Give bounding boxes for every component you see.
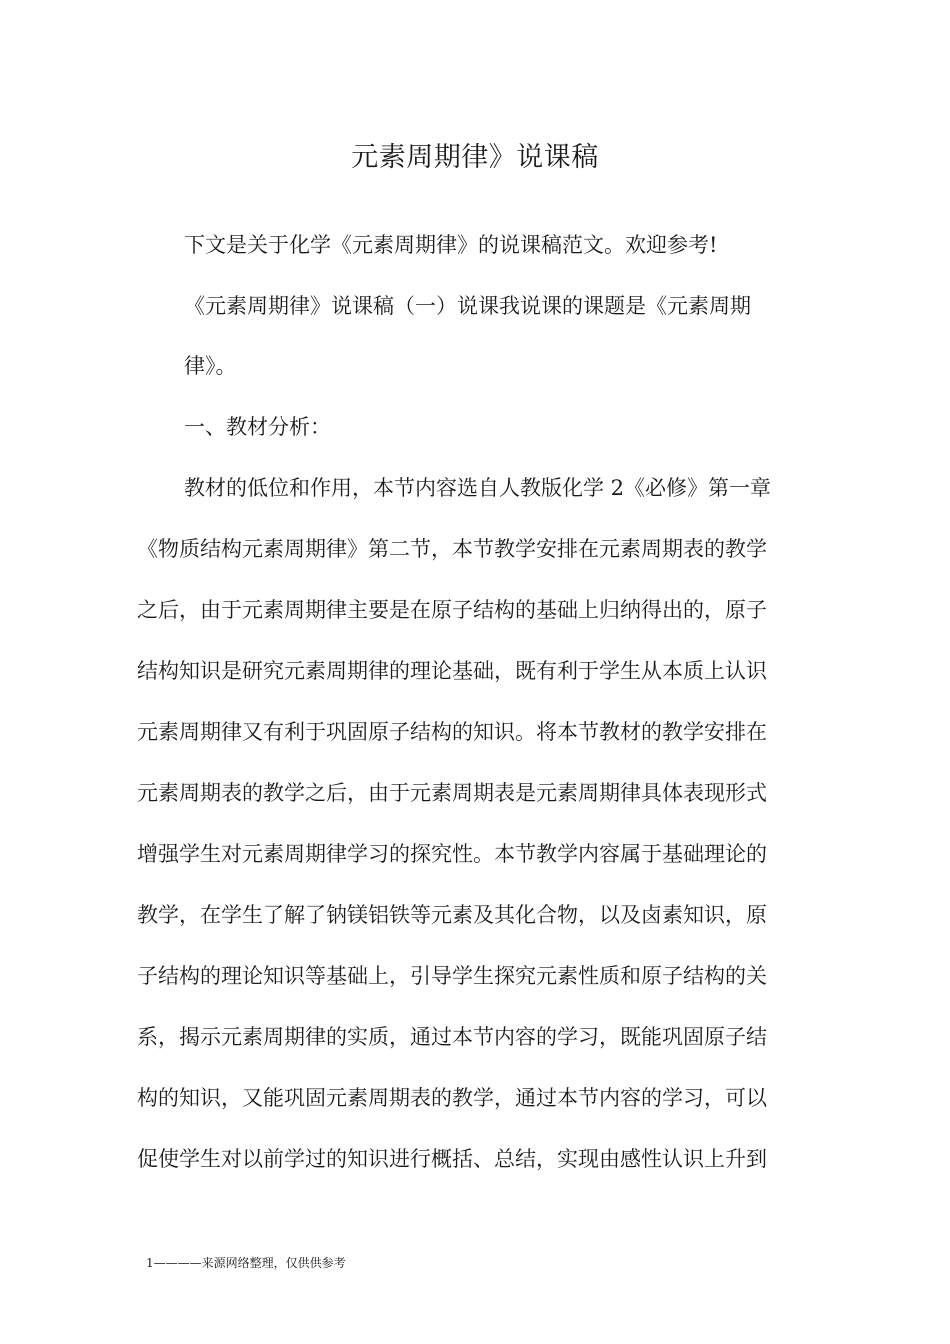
- body-line: 促使学生对以前学过的知识进行概括、总结，实现由感性认识上升到: [137, 1147, 767, 1171]
- body-line: 子结构的理论知识等基础上，引导学生探究元素性质和原子结构的关: [137, 964, 767, 988]
- body-line: 系，揭示元素周期律的实质，通过本节内容的学习，既能巩固原子结: [137, 1025, 767, 1049]
- document-title: 元素周期律》说课稿: [351, 142, 599, 173]
- body-line: 教材的低位和作用，本节内容选自人教版化学 2《必修》第一章: [184, 476, 772, 500]
- body-line: 元素周期表的教学之后，由于元素周期表是元素周期律具体表现形式: [137, 781, 767, 805]
- body-line: 教学，在学生了解了钠镁铝铁等元素及其化合物，以及卤素知识，原: [137, 903, 767, 927]
- body-line: 元素周期律又有利于巩固原子结构的知识。将本节教材的教学安排在: [137, 720, 767, 744]
- intro-paragraph: 下文是关于化学《元素周期律》的说课稿范文。欢迎参考!: [184, 233, 718, 257]
- body-line: 增强学生对元素周期律学习的探究性。本节教学内容属于基础理论的: [137, 842, 767, 866]
- body-line: 结构知识是研究元素周期律的理论基础，既有利于学生从本质上认识: [137, 659, 767, 683]
- body-line: 《物质结构元素周期律》第二节，本节教学安排在元素周期表的教学: [137, 537, 767, 561]
- page-footer: 1————来源网络整理，仅供供参考: [146, 1256, 346, 1270]
- body-line: 之后，由于元素周期律主要是在原子结构的基础上归纳得出的，原子: [137, 598, 767, 622]
- section-heading: 一、教材分析：: [184, 415, 331, 439]
- heading-line-2: 律》。: [184, 354, 237, 378]
- heading-line-1: 《元素周期律》说课稿（一）说课我说课的课题是《元素周期: [184, 294, 751, 318]
- body-line: 构的知识，又能巩固元素周期表的教学，通过本节内容的学习，可以: [137, 1086, 767, 1110]
